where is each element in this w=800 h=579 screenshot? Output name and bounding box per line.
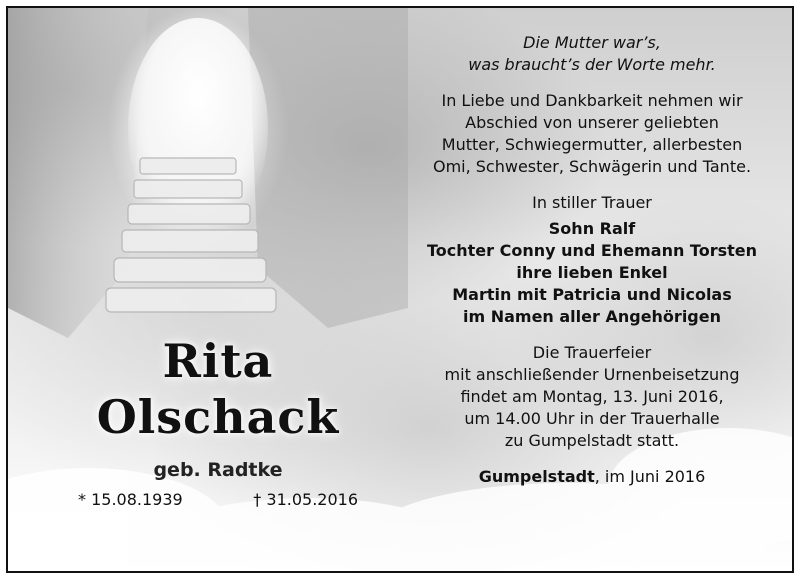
birth-date: * 15.08.1939 (78, 490, 183, 509)
funeral-line: Die Trauerfeier (532, 343, 652, 362)
mourner-line: Tochter Conny und Ehemann Torsten (426, 241, 757, 260)
first-name: Rita (162, 334, 274, 388)
intro-line: Mutter, Schwiegermutter, allerbesten (441, 135, 743, 154)
last-name: Olschack (96, 390, 340, 444)
intro-line: Omi, Schwester, Schwägerin und Tante. (432, 157, 752, 176)
funeral-line: zu Gumpelstadt statt. (504, 431, 680, 450)
death-date: † 31.05.2016 (253, 490, 358, 509)
mourner-line: Sohn Ralf (548, 219, 636, 238)
place-date (400, 466, 784, 488)
maiden-name: geb. Radtke (153, 459, 283, 481)
mourner-line: im Namen aller Angehörigen (462, 307, 721, 326)
obituary-text (400, 32, 784, 488)
deceased-name-block (68, 333, 368, 481)
place-date-text: , im Juni 2016 (594, 467, 706, 486)
funeral-line: findet am Montag, 13. Juni 2016, (460, 387, 724, 406)
intro-line: Abschied von unserer geliebten (465, 113, 719, 132)
funeral-line: mit anschließender Urnenbeisetzung (444, 365, 740, 384)
life-dates (78, 490, 358, 509)
obituary-card (6, 6, 794, 573)
quote-line: Die Mutter war’s, (523, 33, 661, 52)
mourning-label: In stiller Trauer (532, 193, 652, 212)
intro-line: In Liebe und Dankbarkeit nehmen wir (441, 91, 743, 110)
mourner-line: Martin mit Patricia und Nicolas (452, 285, 732, 304)
place-name: Gumpelstadt (478, 467, 595, 486)
mourner-line: ihre lieben Enkel (516, 263, 668, 282)
funeral-line: um 14.00 Uhr in der Trauerhalle (464, 409, 720, 428)
quote-line: was braucht’s der Worte mehr. (468, 55, 716, 74)
